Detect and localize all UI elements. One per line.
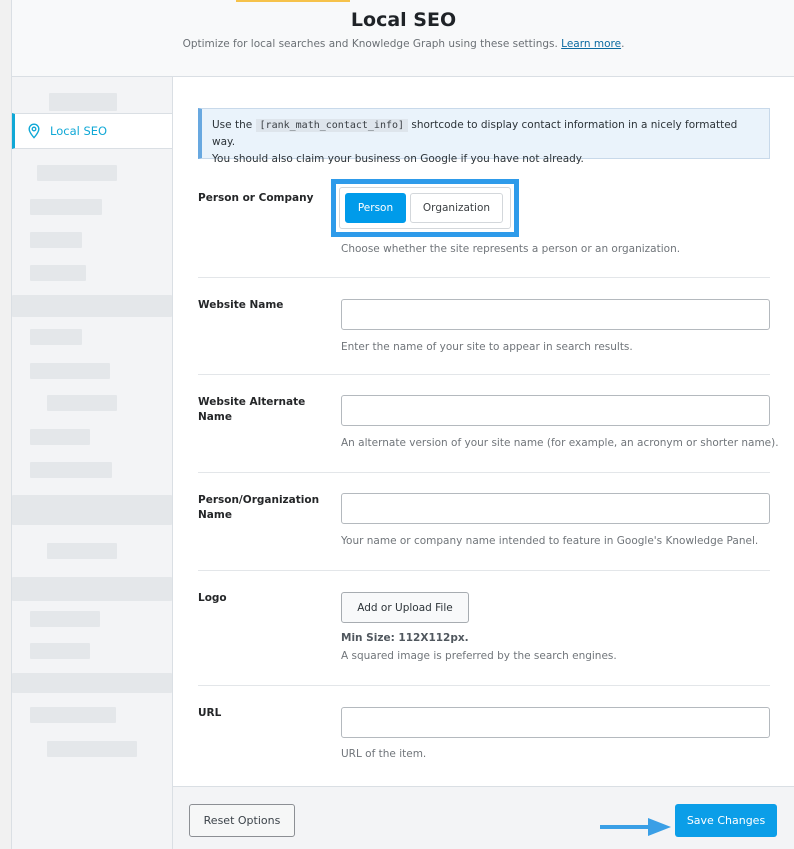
field-description: URL of the item. [341,748,427,760]
person-or-company-row [198,180,770,275]
blurred-nav-item [30,265,86,281]
save-changes-button[interactable]: Save Changes [675,804,777,837]
reset-options-button[interactable]: Reset Options [189,804,295,837]
sidebar-item-label: Local SEO [50,124,108,138]
field-label: Person or Company [198,192,314,204]
blurred-nav-item [47,543,117,559]
learn-more-link[interactable]: Learn more [561,38,622,50]
field-description: A squared image is preferred by the search engines. [341,650,617,662]
blurred-nav-item [30,611,100,627]
settings-footer [172,787,794,849]
page-description-period: . [621,38,625,50]
field-label: Person/Organization Name [198,494,320,521]
website-name-input[interactable] [341,299,770,330]
blurred-nav-item [47,395,117,411]
min-size-note: Min Size: 112X112px. [341,632,469,644]
field-description: Enter the name of your site to appear in search results. [341,341,633,353]
notice-prefix: Use the [212,119,253,131]
blurred-nav-item [12,295,172,317]
header-accent-bar [236,0,350,2]
page-description [12,38,794,50]
field-label: URL [198,707,222,719]
toggle-highlight-box [331,179,519,237]
field-description: Your name or company name intended to feature in Google's Knowledge Panel. [341,535,759,547]
arrow-right-icon [598,816,673,838]
blurred-nav-item [47,741,137,757]
blurred-nav-item [30,329,82,345]
blurred-nav-item [30,429,90,445]
blurred-nav-item [49,93,117,111]
person-company-toggle [339,187,511,229]
blurred-nav-item [30,462,112,478]
url-input[interactable] [341,707,770,738]
field-label: Website Alternate Name [198,396,306,423]
blurred-nav-item [30,363,110,379]
toggle-organization-button[interactable]: Organization [410,193,503,223]
field-label: Logo [198,592,227,604]
page-title: Local SEO [350,9,457,31]
blurred-nav-item [30,199,102,215]
settings-sidebar [12,77,172,849]
page-description-text: Optimize for local searches and Knowledge Graph using these settings. [182,38,558,50]
field-description: An alternate version of your site name (for example, an acronym or shorter name). [341,437,779,449]
toggle-person-button[interactable]: Person [345,193,406,223]
blurred-nav-item [12,495,172,525]
blurred-nav-item [30,643,90,659]
logo-row [198,571,770,685]
website-alternate-name-input[interactable] [341,395,770,426]
website-name-row [198,278,770,374]
page-header [12,0,794,77]
blurred-nav-item [12,577,172,601]
shortcode-notice [198,108,770,165]
map-pin-icon [27,123,41,139]
sidebar-item-local-seo[interactable] [12,113,172,149]
blurred-nav-item [30,707,116,723]
url-row [198,686,770,781]
settings-frame [11,0,794,849]
blurred-nav-item [37,165,117,181]
field-description: Choose whether the site represents a person or an organization. [341,243,681,255]
field-label: Website Name [198,299,284,311]
notice-suffix: shortcode to display contact information in a nicely formatted way. [212,119,738,148]
person-org-name-row [198,473,770,570]
blurred-nav-item [30,232,82,248]
add-upload-file-button[interactable]: Add or Upload File [341,592,469,623]
person-org-name-input[interactable] [341,493,770,524]
website-alternate-name-row [198,375,779,472]
settings-content [172,77,794,787]
shortcode-snippet: [rank_math_contact_info] [256,119,409,132]
notice-line2: You should also claim your business on Google if you have not already. [212,153,584,165]
blurred-nav-item [12,673,172,693]
